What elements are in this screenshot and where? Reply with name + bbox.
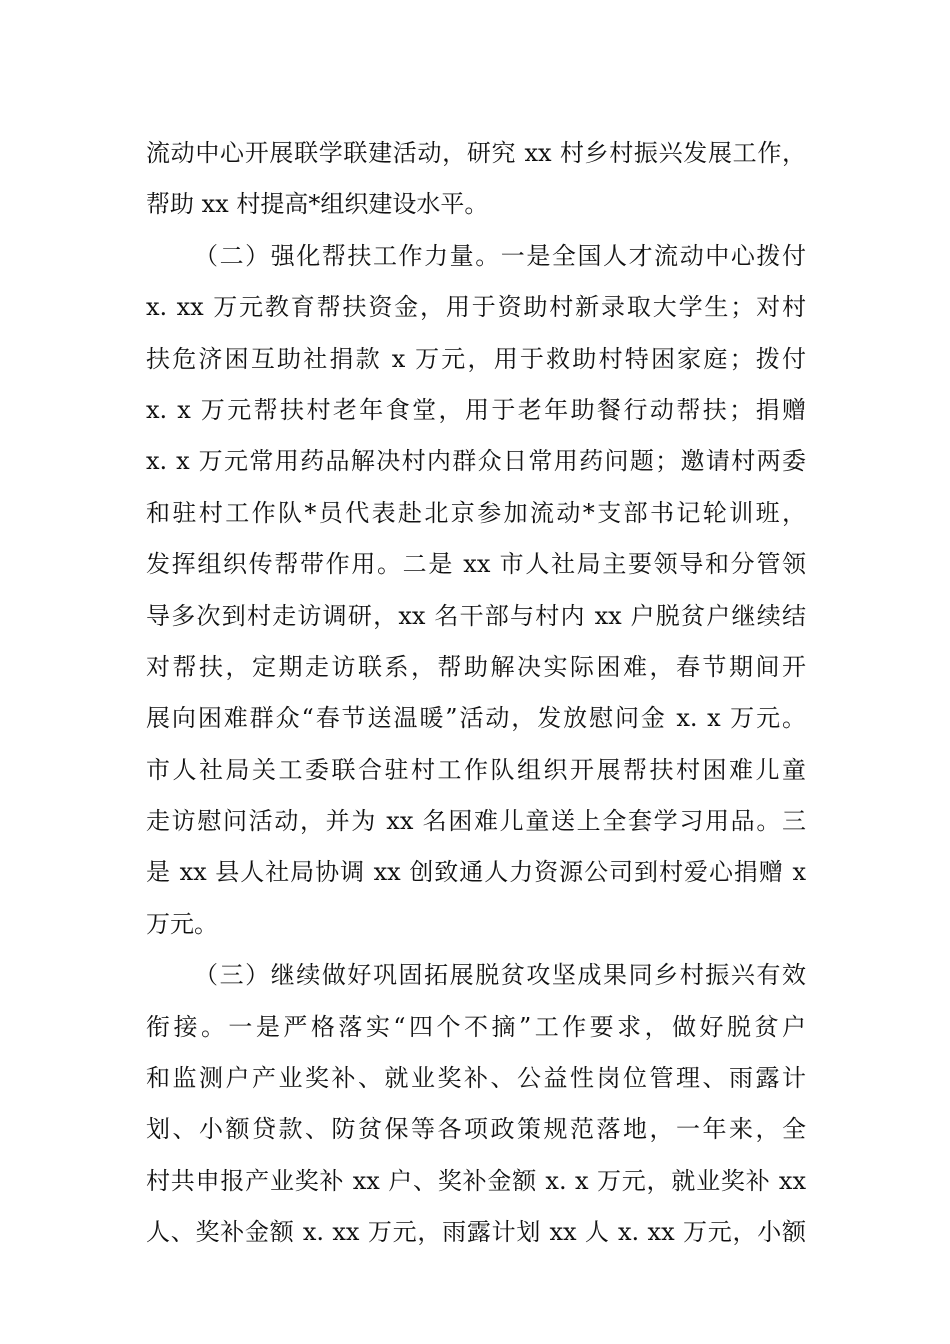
text-line: 万元。 [146,909,218,938]
section-heading-line: （二）强化帮扶工作力量。一是全国人才流动中心拨付 [194,241,806,270]
text-line: 和监测户产业奖补、就业奖补、公益性岗位管理、雨露计 [146,1064,806,1093]
text-line: x. x 万元常用药品解决村内群众日常用药问题；邀请村两委 [146,447,806,476]
text-line: 帮助 xx 村提高*组织建设水平。 [146,190,489,219]
text-line: 市人社局关工委联合驻村工作队组织开展帮扶村困难儿童 [146,755,806,784]
text-line: 流动中心开展联学联建活动，研究 xx 村乡村振兴发展工作， [146,139,806,167]
section-heading-line: （三）继续做好巩固拓展脱贫攻坚成果同乡村振兴有效 [194,961,806,990]
text-line: 导多次到村走访调研，xx 名干部与村内 xx 户脱贫户继续结 [146,601,806,630]
body-text [146,128,806,1259]
text-line: x. x 万元帮扶村老年食堂，用于老年助餐行动帮扶；捐赠 [146,395,806,424]
text-line: 展向困难群众“春节送温暖”活动，发放慰问金 x. x 万元。 [146,704,806,733]
text-line: 走访慰问活动，并为 xx 名困难儿童送上全套学习用品。三 [146,807,806,836]
text-line: 对帮扶，定期走访联系，帮助解决实际困难，春节期间开 [146,652,806,681]
text-line: 衔接。一是严格落实“四个不摘”工作要求，做好脱贫户 [146,1012,806,1041]
text-line: 和驻村工作队*员代表赴北京参加流动*支部书记轮训班， [146,498,806,527]
text-line: 扶危济困互助社捐款 x 万元，用于救助村特困家庭；拨付 [146,344,806,373]
text-line: 是 xx 县人社局协调 xx 创致通人力资源公司到村爱心捐赠 x [146,858,806,887]
text-line: 人、奖补金额 x. xx 万元，雨露计划 xx 人 x. xx 万元，小额 [146,1218,806,1247]
text-line: x. xx 万元教育帮扶资金，用于资助村新录取大学生；对村 [146,293,806,322]
text-line: 划、小额贷款、防贫保等各项政策规范落地，一年来，全 [146,1115,806,1144]
text-line: 村共申报产业奖补 xx 户、奖补金额 x. x 万元，就业奖补 xx [146,1166,806,1195]
text-line: 发挥组织传帮带作用。二是 xx 市人社局主要领导和分管领 [146,550,806,579]
